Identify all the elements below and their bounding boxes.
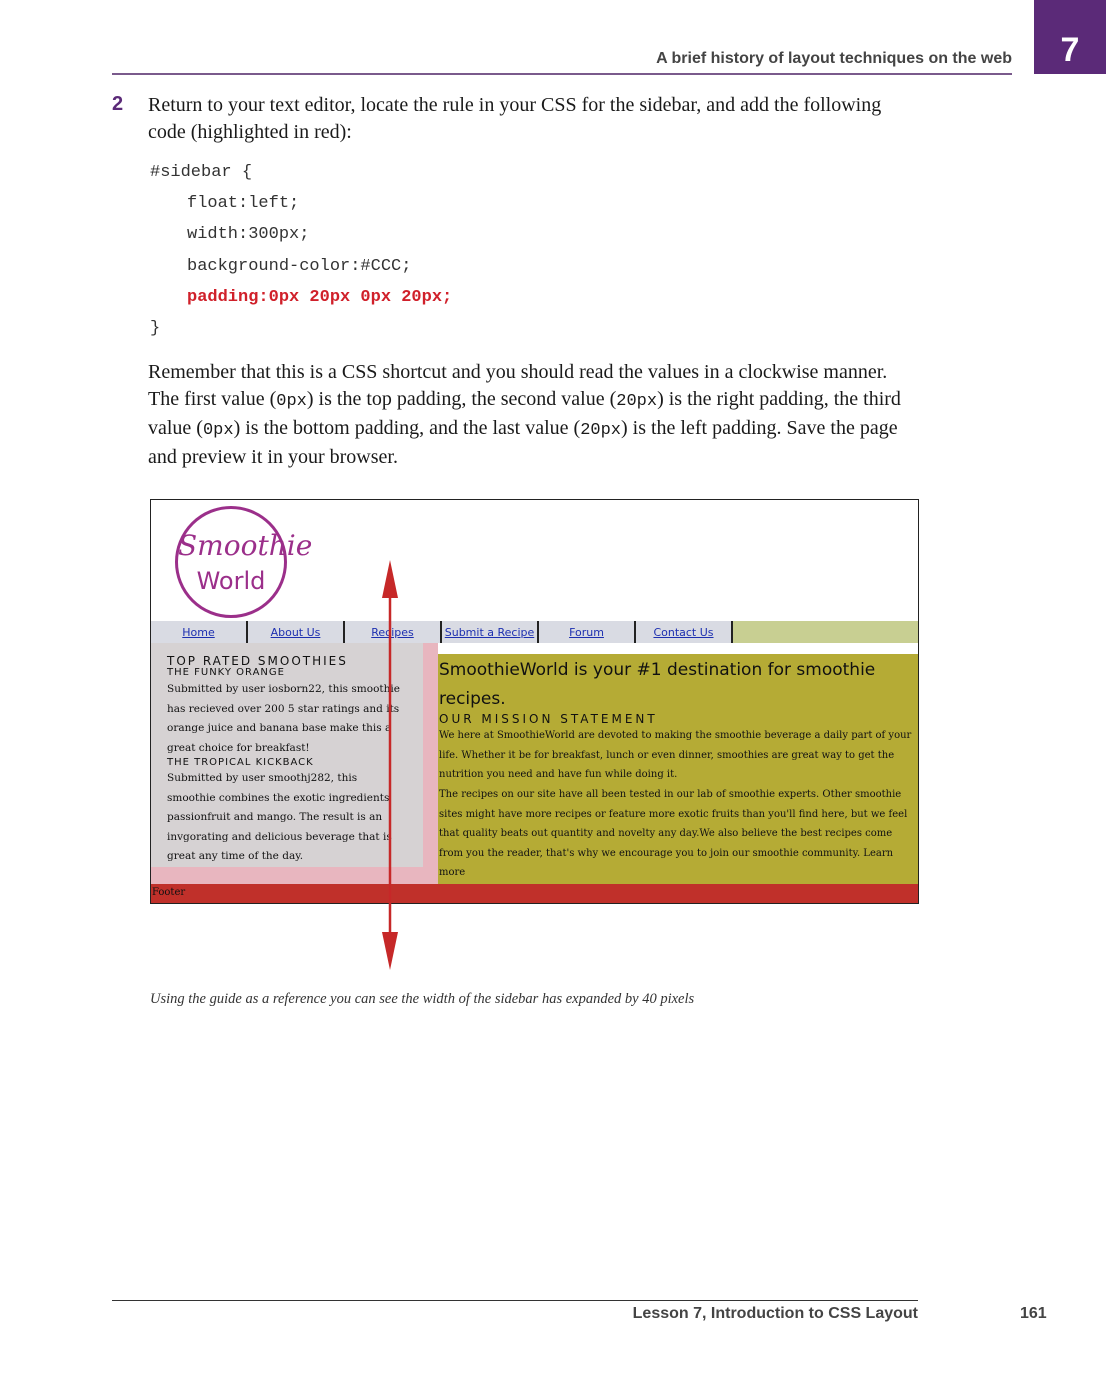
page-number: 161 xyxy=(1020,1305,1047,1322)
footer-rule xyxy=(112,1300,918,1301)
mission-paragraph-2: The recipes on our site have all been tested in our lab of smoothie experts. Other smoothie sites might have more recipes or feature more exotic fruits than you'll find here, but we feel that quality beats out quantity and novelty any day.We also believe the best recipes come from you the reader, that's why we encourage you to join our smoothie community. Learn more xyxy=(439,789,908,878)
code-line-close: } xyxy=(150,319,161,338)
nav-about-link[interactable]: About Us xyxy=(248,621,345,643)
value-bottom: 0px xyxy=(202,421,234,440)
code-line-selector: #sidebar { xyxy=(150,163,253,182)
page-footer-bar xyxy=(151,884,919,904)
header-rule xyxy=(112,73,1012,75)
nav-recipes-link[interactable]: Recipes xyxy=(345,621,442,643)
value-top: 0px xyxy=(276,392,307,411)
footer-label: Footer xyxy=(152,887,186,898)
value-right: 20px xyxy=(616,392,658,411)
sidebar-item1-title: THE FUNKY ORANGE xyxy=(167,667,285,678)
code-line-background: background-color:#CCC; xyxy=(187,257,412,276)
value-left: 20px xyxy=(580,421,621,440)
sidebar-item2-text: Submitted by user smoothj282, this smoothie combines the exotic ingredients passionfruit and mango. The result is an invgorating and delicious beverage that is great any time of the day. xyxy=(167,772,392,862)
step-number: 2 xyxy=(112,93,124,115)
explanation-paragraph: Remember that this is a CSS shortcut and you should read the values in a clockwise manner. The first value (0px) is the top padding, the second value (20px) is the right padding, the third value (0px) is the bottom padding, and the last value (20px) is the left padding. Save the page and preview it in your browser. xyxy=(148,361,901,468)
code-line-float: float:left; xyxy=(187,194,300,213)
lesson-title: Lesson 7, Introduction to CSS Layout xyxy=(632,1305,918,1322)
arrow-down-icon xyxy=(382,932,398,970)
running-title: A brief history of layout techniques on the web xyxy=(656,50,1012,67)
arrow-up-icon xyxy=(382,560,398,598)
nav-home-link[interactable]: Home xyxy=(151,621,248,643)
mission-heading: OUR MISSION STATEMENT xyxy=(439,712,658,726)
width-guide-arrow xyxy=(370,558,410,972)
sidebar-item1-text: Submitted by user iosborn22, this smoothie has recieved over 200 5 star ratings and its orange juice and banana base make this a great choice for breakfast! xyxy=(167,683,400,754)
nav-submit-link[interactable]: Submit a Recipe xyxy=(442,621,539,643)
step-text: Return to your text editor, locate the rule in your CSS for the sidebar, and add the following code (highlighted in red): xyxy=(148,94,882,143)
code-line-padding-highlight: padding:0px 20px 0px 20px; xyxy=(187,288,453,307)
main-title: SmoothieWorld is your #1 destination for smoothie recipes. xyxy=(439,660,876,709)
figure-caption: Using the guide as a reference you can see the width of the sidebar has expanded by 40 pixels xyxy=(150,991,695,1007)
nav-contact-link[interactable]: Contact Us xyxy=(636,621,733,643)
sidebar-heading: TOP RATED SMOOTHIES xyxy=(167,654,348,668)
code-line-width: width:300px; xyxy=(187,225,310,244)
browser-screenshot-figure xyxy=(150,499,919,904)
mission-paragraph-1: We here at SmoothieWorld are devoted to making the smoothie beverage a daily part of your life. Whether it be for breakfast, lunch or even dinner, smoothies are great way to get the nutrition you need and have fun while doing it. xyxy=(439,730,912,780)
smoothie-world-logo: Smoothie World xyxy=(175,506,287,618)
sidebar-item2-title: THE TROPICAL KICKBACK xyxy=(167,757,314,768)
nav-forum-link[interactable]: Forum xyxy=(539,621,636,643)
navigation-links xyxy=(151,621,733,643)
chapter-number-tab: 7 xyxy=(1034,0,1106,74)
